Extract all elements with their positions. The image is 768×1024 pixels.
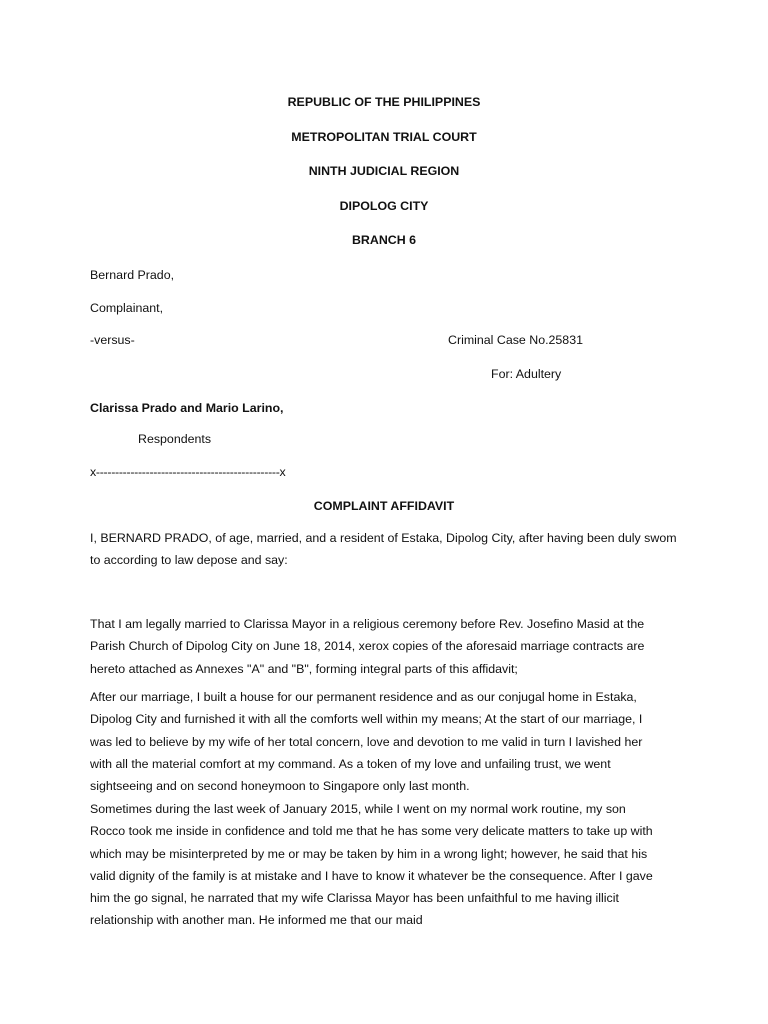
document-title: COMPLAINT AFFIDAVIT [313,499,455,513]
paragraph-line: was led to believe by my wife of her total concern, love and devotion to me valid in turn I lavished her [90,734,643,749]
paragraph-line: That I am legally married to Clarissa Mayor in a religious ceremony before Rev. Josefino Masid at the [90,617,645,631]
paragraph-marriage [90,613,680,680]
complainant-name: Bernard Prado, [90,268,175,282]
header-court: METROPOLITAN TRIAL COURT [291,130,477,144]
paragraph-line: relationship with another man. He informed me that our maid [90,913,423,928]
intro-line: I, BERNARD PRADO, of age, married, and a resident of Estaka, Dipolog City, after having been duly swom [90,531,677,545]
paragraph-line: sightseeing and on second honeymoon to Singapore only last month. [90,779,470,794]
header-region: NINTH JUDICIAL REGION [308,164,460,178]
intro-line: to according to law depose and say: [90,553,288,568]
paragraph-line: Rocco took me inside in confidence and told me that he has some very delicate matters to take up with [90,824,653,839]
paragraph-line: which may be misinterpreted by me or may be taken by him in a wrong light; however, he said that his [90,846,648,861]
paragraph-line: Dipolog City and furnished it with all the comforts well within my means; At the start of our marriage, I [90,712,643,727]
paragraph-line: him the go signal, he narrated that my wife Clarissa Mayor has been unfaithful to me having illicit [90,891,619,906]
paragraph-line: hereto attached as Annexes "A" and "B", forming integral parts of this affidavit; [90,661,518,676]
caption-separator: x------------------------------------------------x [90,465,286,479]
paragraph-conjugal-home [90,686,680,797]
header-branch: BRANCH 6 [351,233,417,247]
paragraph-line: with all the material comfort at my command. As a token of my love and unfailing trust, we went [90,756,611,771]
respondents-names: Clarissa Prado and Mario Larino, [90,401,284,415]
case-for: For: Adultery [491,367,562,381]
paragraph-line: After our marriage, I built a house for our permanent residence and as our conjugal home in Estaka, [90,690,637,704]
paragraph-line: Sometimes during the last week of January 2015, while I went on my normal work routine, my son [90,802,626,816]
paragraph-line: valid dignity of the family is at mistake and I have to know it whatever be the consequence. After I gave [90,868,653,883]
case-number: Criminal Case No.25831 [448,333,583,347]
respondents-label: Respondents [138,432,212,446]
paragraph-line: Parish Church of Dipolog City on June 18, 2014, xerox copies of the aforesaid marriage contracts are [90,639,645,654]
versus-label: -versus- [90,333,135,347]
paragraph-discovery [90,798,680,932]
header-city: DIPOLOG CITY [339,199,429,213]
intro-paragraph [90,527,680,572]
complainant-label: Complainant, [90,301,164,315]
header-republic: REPUBLIC OF THE PHILIPPINES [287,95,481,109]
